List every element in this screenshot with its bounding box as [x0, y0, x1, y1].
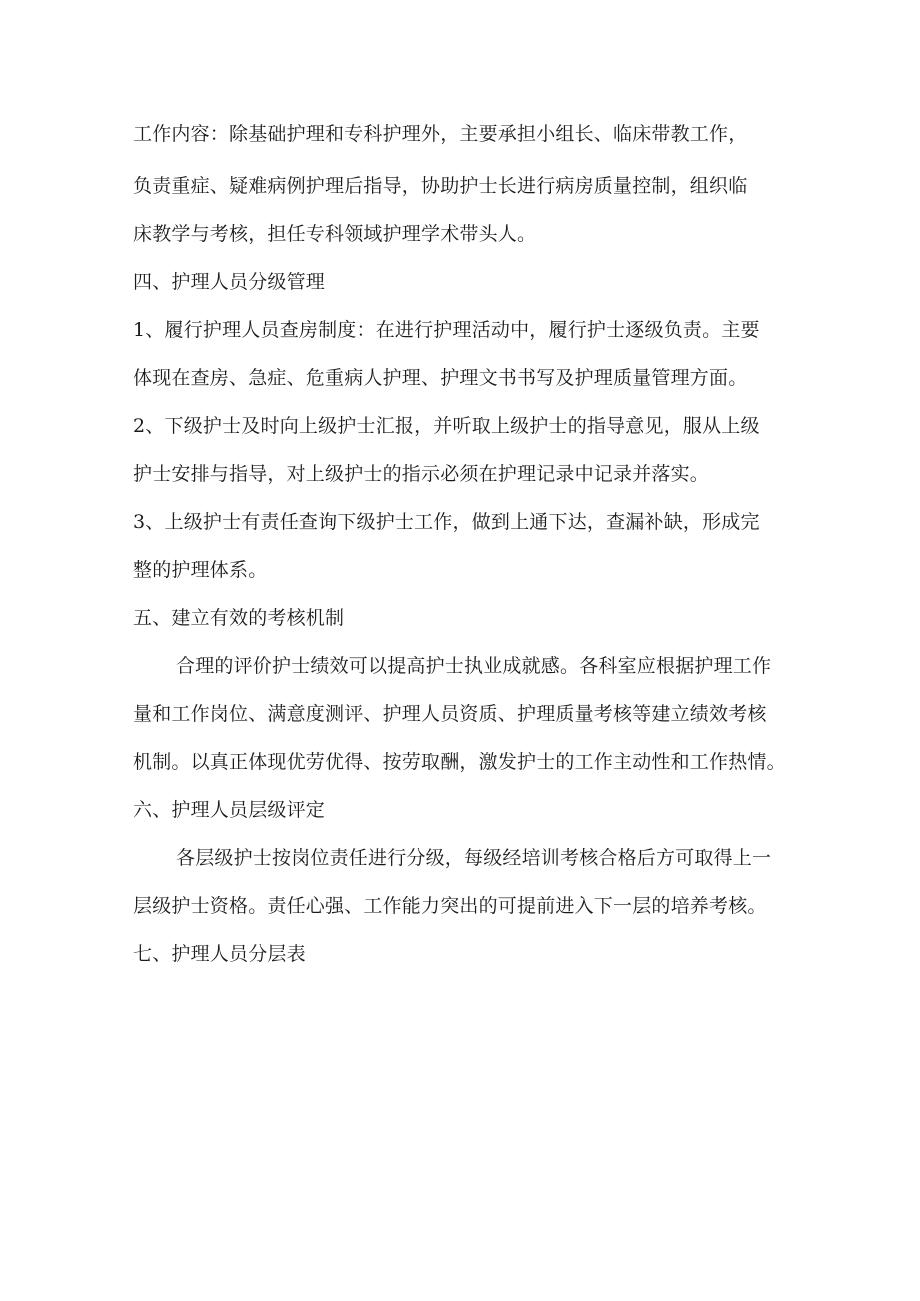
- list-item-2-line: 2、下级护士及时向上级护士汇报，并听取上级护士的指导意见，服从上级: [133, 415, 760, 437]
- paragraph-line: 合理的评价护士绩效可以提高护士执业成就感。各科室应根据护理工作: [176, 655, 772, 677]
- paragraph-line: 量和工作岗位、满意度测评、护理人员资质、护理质量考核等建立绩效考核: [133, 703, 767, 725]
- paragraph-line: 层级护士资格。责任心强、工作能力突出的可提前进入下一层的培养考核。: [133, 895, 767, 917]
- paragraph-line: 床教学与考核，担任专科领域护理学术带头人。: [133, 223, 537, 245]
- paragraph-line: 各层级护士按岗位责任进行分级，每级经培训考核合格后方可取得上一: [176, 847, 772, 869]
- section-heading-5: 五、建立有效的考核机制: [133, 607, 345, 629]
- paragraph-line: 工作内容：除基础护理和专科护理外，主要承担小组长、临床带教工作，: [133, 123, 748, 145]
- list-item-1-line: 1、履行护理人员查房制度：在进行护理活动中，履行护士逐级负责。主要: [133, 319, 760, 341]
- list-item-1-line: 体现在查房、急症、危重病人护理、护理文书书写及护理质量管理方面。: [133, 367, 748, 389]
- list-item-3-line: 3、上级护士有责任查询下级护士工作，做到上通下达，查漏补缺，形成完: [133, 511, 760, 533]
- list-item-2-line: 护士安排与指导，对上级护士的指示必须在护理记录中记录并落实。: [133, 463, 710, 485]
- section-heading-7: 七、护理人员分层表: [133, 943, 306, 965]
- section-heading-6: 六、护理人员层级评定: [133, 799, 326, 821]
- paragraph-line: 负责重症、疑难病例护理后指导，协助护士长进行病房质量控制，组织临: [133, 175, 748, 197]
- list-item-3-line: 整的护理体系。: [133, 559, 268, 581]
- section-heading-4: 四、护理人员分级管理: [133, 271, 326, 293]
- paragraph-line: 机制。以真正体现优劳优得、按劳取酬，激发护士的工作主动性和工作热情。: [133, 751, 786, 773]
